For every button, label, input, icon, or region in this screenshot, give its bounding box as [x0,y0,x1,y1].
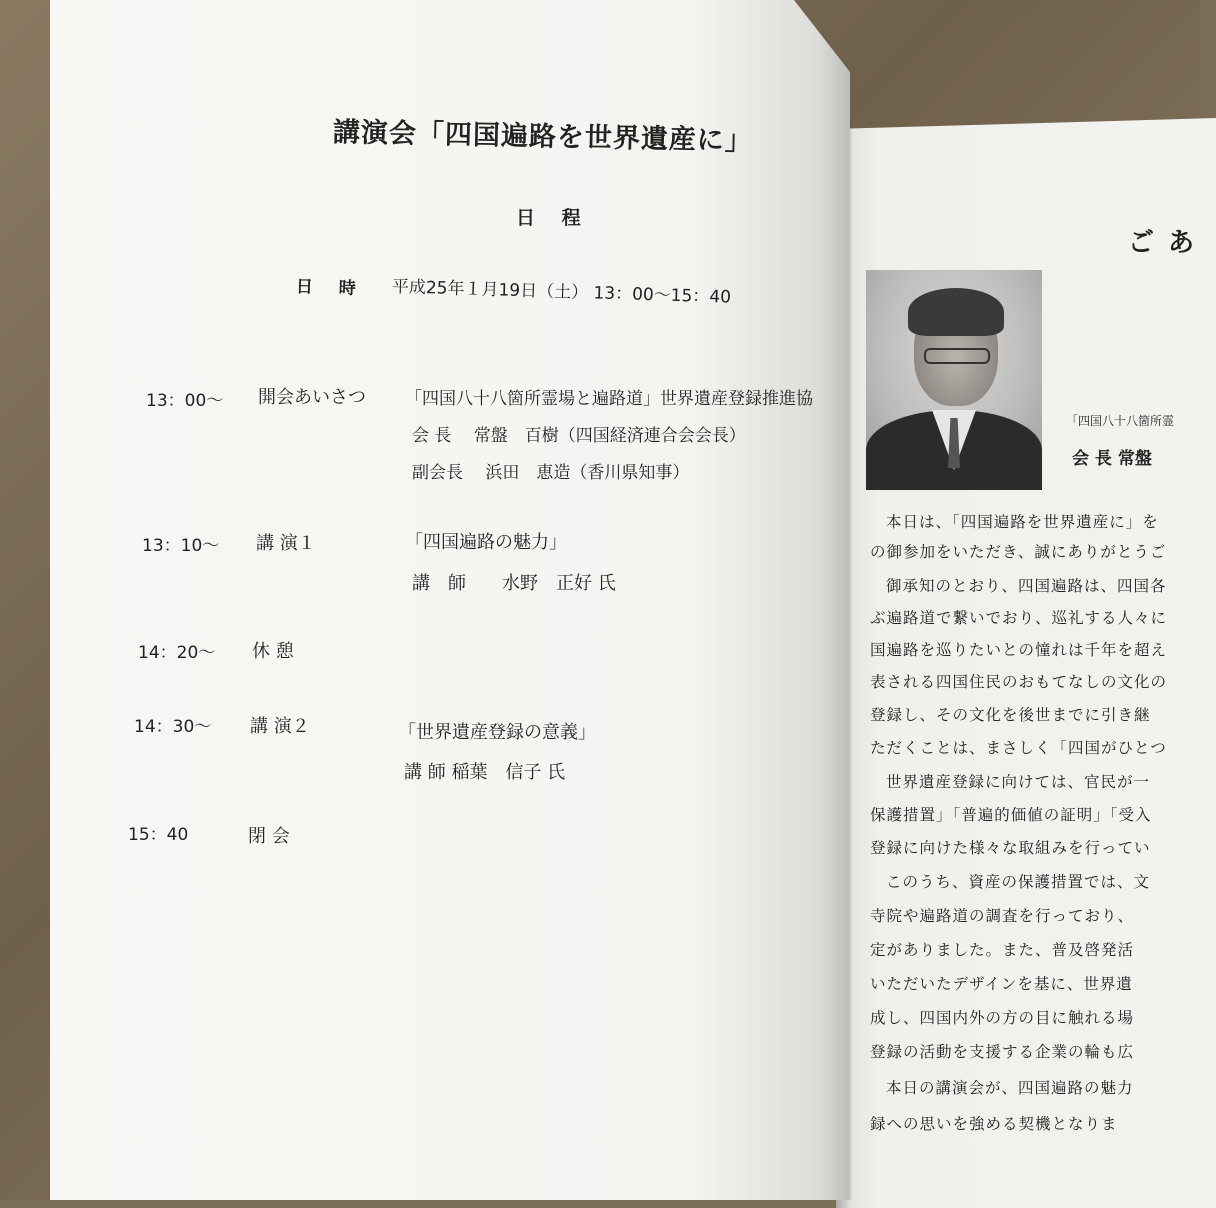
body-line: 寺院や遍路道の調査を行っており、 [870,907,1135,925]
body-line: 世界遺産登録に向けては、官民が一 [886,773,1151,791]
photo-caption-org: 「四国八十八箇所霊 [1066,414,1175,428]
schedule-person: 講 師 稲葉 信子 氏 [404,762,566,783]
schedule-person: 会 長 常盤 百樹（四国経済連合会会長） [412,426,746,446]
body-line: 表される四国住民のおもてなしの文化の [870,673,1168,691]
left-page [50,0,850,1200]
datetime-value: 平成25年１月19日（土） 13：00～15：40 [391,277,732,308]
schedule-time: 15：40 [128,825,189,845]
body-line: 登録に向けた様々な取組みを行ってい [870,839,1151,857]
body-line: いただいたデザインを基に、世界遺 [870,975,1133,993]
schedule-time: 14：30～ [134,717,212,737]
body-line: ただくことは、まさしく「四国がひとつ [870,739,1167,757]
schedule-time: 13：00～ [146,391,224,411]
body-line: ぶ遍路道で繋いでおり、巡礼する人々に [870,609,1168,627]
schedule-program: 「四国遍路の魅力」 [405,532,567,553]
body-line: 録への思いを強める契機となりま [870,1115,1118,1133]
schedule-person: 副会長 浜田 恵造（香川県知事） [412,463,690,483]
body-line: 成し、四国内外の方の目に触れる場 [870,1009,1135,1027]
schedule-item: 講 演２ [250,716,310,737]
schedule-item: 開会あいさつ [258,387,366,408]
schedule-item: 講 演１ [256,533,316,554]
body-line: このうち、資産の保護措置では、文 [886,873,1151,891]
chairman-photo [866,270,1042,466]
schedule-person: 講 師 水野 正好 氏 [412,573,616,594]
body-line: 保護措置」「普遍的価値の証明」「受入 [870,806,1152,824]
photo-caption-name: 会 長 常盤 [1072,449,1152,469]
lecture-title: 講演会「四国遍路を世界遺産に」 [332,117,754,157]
greeting-heading: ごあ [1128,228,1209,258]
photo-glasses [924,348,990,364]
body-line: 登録し、その文化を後世までに引き継 [870,706,1151,724]
body-line: 本日は、「四国遍路を世界遺産に」を [886,513,1159,531]
body-line: 定がありました。また、普及啓発活 [870,941,1135,959]
schedule-item: 閉 会 [248,826,290,847]
schedule-item: 休 憩 [252,641,294,662]
body-line: 国遍路を巡りたいとの憧れは千年を超え [870,641,1168,659]
body-line: 本日の講演会が、四国遍路の魅力 [886,1079,1134,1097]
schedule-time: 13：10～ [142,536,220,556]
schedule-program: 「世界遺産登録の意義」 [398,722,596,743]
body-line: の御参加をいただき、誠にありがとうご [870,543,1167,561]
body-line: 登録の活動を支援する企業の輪も広 [870,1043,1135,1061]
body-line: 御承知のとおり、四国遍路は、四国各 [886,577,1167,595]
schedule-heading: 日 程 [516,207,591,229]
photo-hair [908,288,1004,336]
schedule-time: 14：20～ [138,643,216,663]
schedule-program: 「四国八十八箇所霊場と遍路道」世界遺産登録推進協 [405,389,813,409]
datetime-label: 日 時 [295,277,367,300]
